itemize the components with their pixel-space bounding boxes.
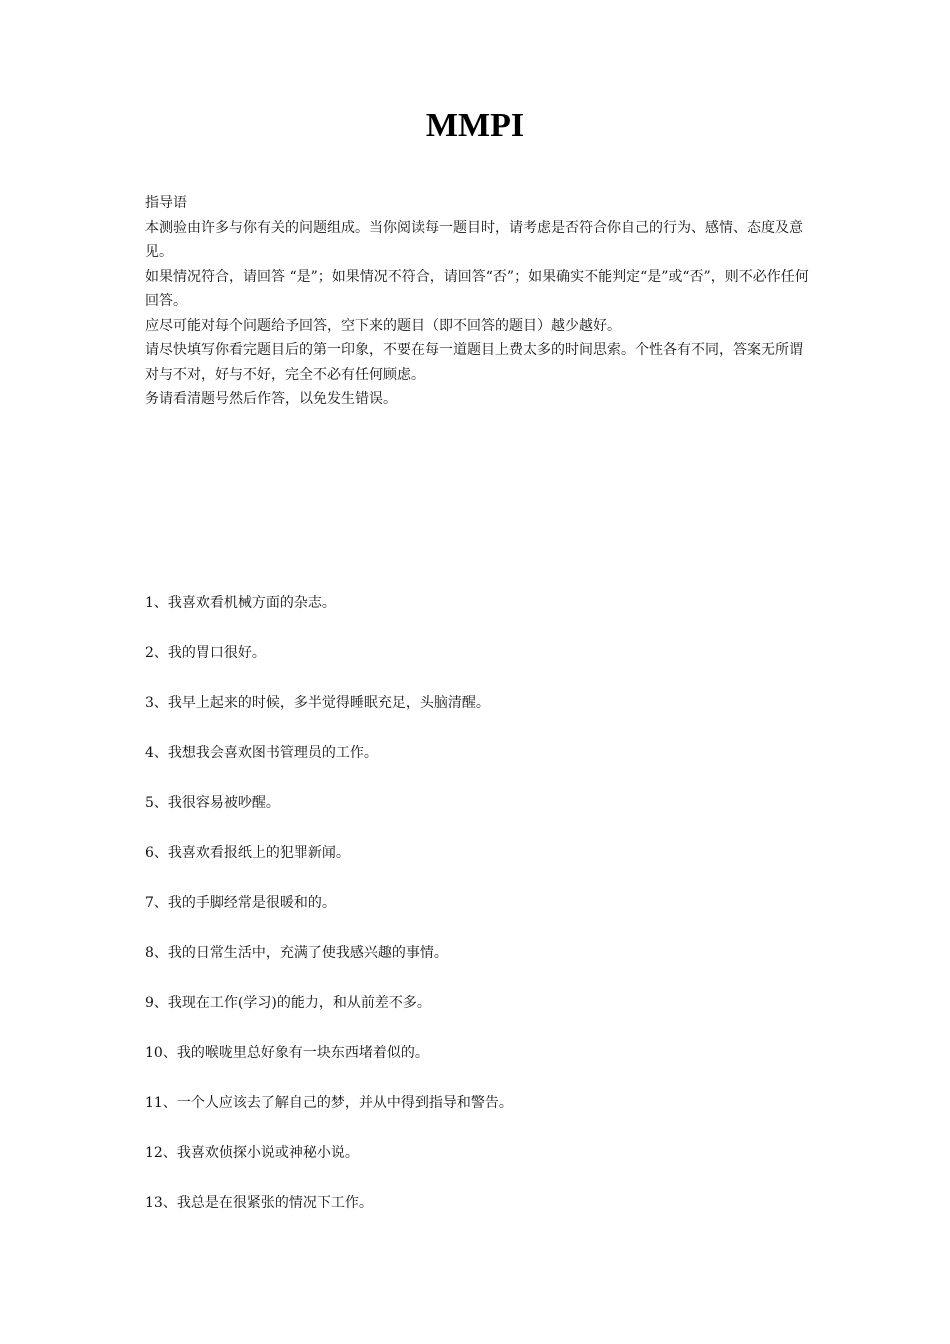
instructions-paragraph: 本测验由许多与你有关的问题组成。当你阅读每一题目时，请考虑是否符合你自己的行为、感情、态度及意见。	[145, 219, 803, 260]
question-item: 12、我喜欢侦探小说或神秘小说。	[145, 1145, 359, 1161]
question-item: 6、我喜欢看报纸上的犯罪新闻。	[145, 845, 350, 861]
question-item: 4、我想我会喜欢图书管理员的工作。	[145, 745, 378, 761]
question-item: 7、我的手脚经常是很暖和的。	[145, 895, 336, 911]
question-list	[145, 591, 810, 1241]
question-item: 8、我的日常生活中，充满了使我感兴趣的事情。	[145, 945, 448, 961]
question-item: 3、我早上起来的时候，多半觉得睡眠充足，头脑清醒。	[145, 695, 490, 711]
instructions-paragraph: 如果情况符合，请回答 “是”；如果情况不符合，请回答“否”；如果确实不能判定“是”或“否”，则不必作任何回答。	[145, 268, 809, 309]
question-item: 13、我总是在很紧张的情况下工作。	[145, 1195, 373, 1211]
question-item: 1、我喜欢看机械方面的杂志。	[145, 595, 336, 611]
question-item: 5、我很容易被吵醒。	[145, 795, 280, 811]
question-item: 10、我的喉咙里总好象有一块东西堵着似的。	[145, 1045, 429, 1061]
instructions-section	[145, 191, 810, 412]
instructions-paragraph: 应尽可能对每个问题给予回答，空下来的题目（即不回答的题目）越少越好。	[145, 317, 621, 334]
instructions-paragraph: 请尽快填写你看完题目后的第一印象，不要在每一道题目上费太多的时间思索。个性各有不同，答案无所谓对与不对，好与不好，完全不必有任何顾虑。	[145, 342, 803, 383]
instructions-paragraph: 务请看清题号然后作答，以免发生错误。	[145, 391, 397, 407]
question-item: 2、我的胃口很好。	[145, 645, 266, 661]
document-title: MMPI	[425, 107, 525, 144]
question-item: 11、一个人应该去了解自己的梦，并从中得到指导和警告。	[145, 1095, 513, 1111]
question-item: 9、我现在工作(学习)的能力，和从前差不多。	[145, 995, 431, 1011]
instructions-heading: 指导语	[145, 195, 187, 211]
